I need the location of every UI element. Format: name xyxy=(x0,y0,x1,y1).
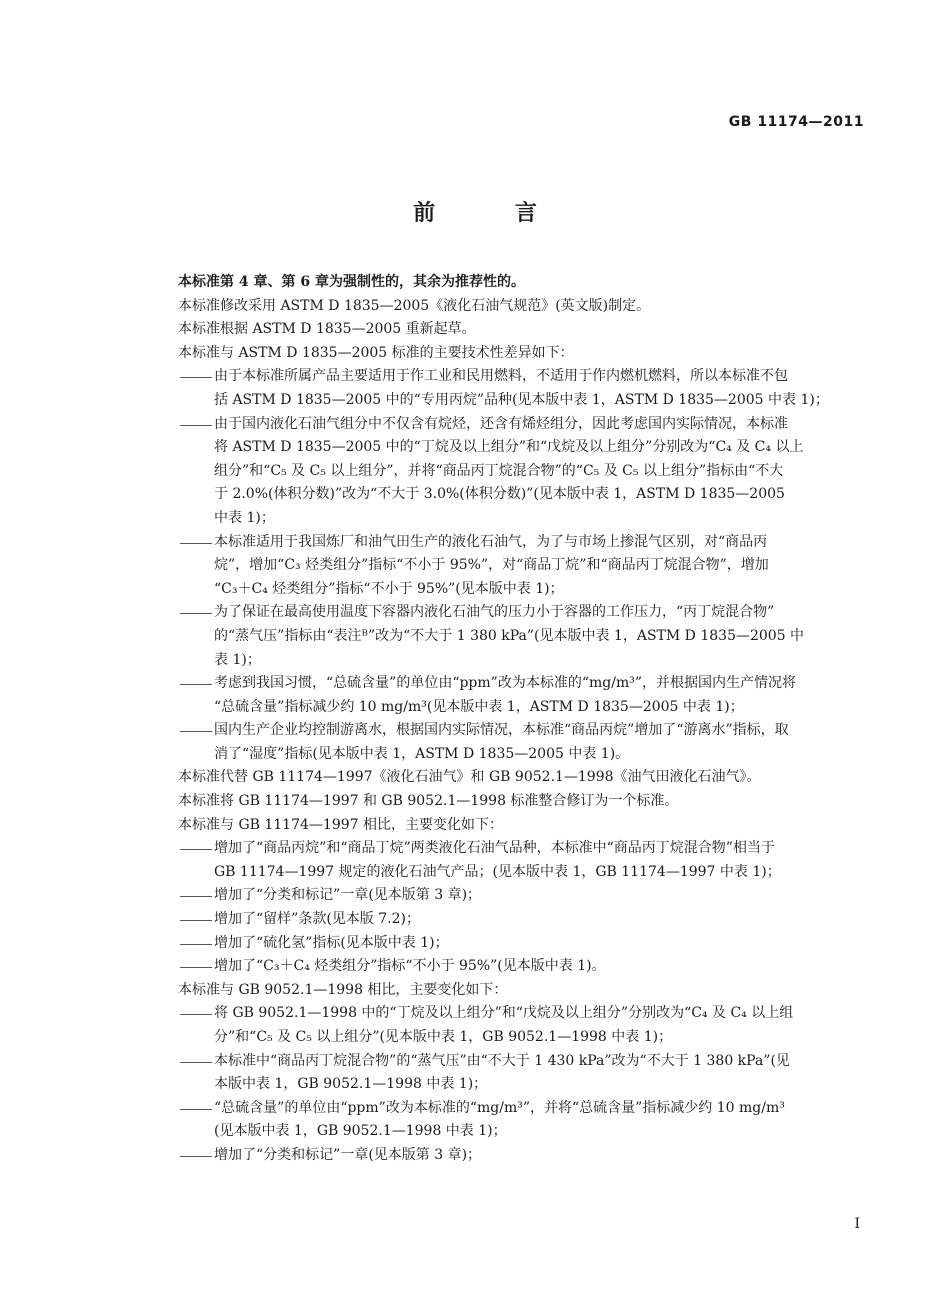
list-item-line: 表 1)； xyxy=(214,651,261,668)
page-title: 前 言 xyxy=(413,201,573,226)
list-item-line: 消了“湿度”指标(见本版中表 1，ASTM D 1835—2005 中表 1)。 xyxy=(214,745,630,762)
page-number: I xyxy=(854,1216,860,1232)
list-item xyxy=(178,531,868,602)
em-dash-bullet xyxy=(178,955,214,979)
list-item-line: 中表 1)； xyxy=(214,509,275,526)
mandatory-statement: 本标准第 4 章、第 6 章为强制性的，其余为推荐性的。 xyxy=(178,274,525,290)
paragraph: 本标准与 GB 9052.1—1998 相比，主要变化如下： xyxy=(178,981,508,998)
list-item-line: 的“蒸气压”指标由“表注ᴮ”改为“不大于 1 380 kPa”(见本版中表 1，ASTM D 1835—2005 中 xyxy=(214,627,805,644)
gb11174-changes-list xyxy=(178,837,868,979)
list-item-line: 将 GB 9052.1—1998 中的“丁烷及以上组分”和“戊烷及以上组分”分别改为“C₄ 及 C₄ 以上组 xyxy=(214,1005,794,1022)
list-item xyxy=(178,672,868,719)
list-item-text xyxy=(214,837,868,884)
list-item-line: 括 ASTM D 1835—2005 中的“专用丙烷”品种(见本版中表 1，ASTM D 1835—2005 中表 1)； xyxy=(214,391,829,408)
list-item-text xyxy=(214,1144,868,1168)
list-item xyxy=(178,955,868,979)
em-dash-bullet xyxy=(178,413,214,437)
list-item-line: 增加了“留样”条款(见本版 7.2)； xyxy=(214,911,420,928)
em-dash-bullet xyxy=(178,601,214,625)
em-dash-bullet xyxy=(178,1144,214,1168)
list-item-text xyxy=(214,932,868,956)
list-item-text xyxy=(214,1050,868,1097)
list-item-text xyxy=(214,908,868,932)
paragraph: 本标准与 ASTM D 1835—2005 标准的主要技术性差异如下： xyxy=(178,344,574,361)
list-item xyxy=(178,932,868,956)
em-dash-bullet xyxy=(178,719,214,743)
paragraph: 本标准修改采用 ASTM D 1835—2005《液化石油气规范》(英文版)制定。 xyxy=(178,297,651,314)
list-item xyxy=(178,1097,868,1144)
list-item-text xyxy=(214,884,868,908)
standard-number: GB 11174—2011 xyxy=(728,114,864,130)
list-item-line: 分”和“C₅ 及 C₅ 以上组分”(见本版中表 1，GB 9052.1—1998 中表 1)； xyxy=(214,1029,673,1045)
paragraph: 本标准根据 ASTM D 1835—2005 重新起草。 xyxy=(178,321,476,338)
list-item xyxy=(178,908,868,932)
list-item-line: “C₃＋C₄ 烃类组分”指标“不小于 95%”(见本版中表 1)； xyxy=(214,580,564,597)
list-item-line: 本标准适用于我国炼厂和油气田生产的液化石油气，为了与市场上掺混气区别，对“商品丙 xyxy=(214,533,768,550)
list-item-line: 增加了“硫化氢”指标(见本版中表 1)； xyxy=(214,934,449,951)
em-dash-bullet xyxy=(178,531,214,555)
list-item xyxy=(178,884,868,908)
list-item-line: 国内生产企业均控制游离水，根据国内实际情况，本标准“商品丙烷”增加了“游离水”指标，取 xyxy=(214,722,789,739)
list-item-line: “总硫含量”的单位由“ppm”改为本标准的“mg/m³”，并将“总硫含量”指标减少约 10 mg/m³ xyxy=(214,1099,785,1116)
list-item-text xyxy=(214,719,868,766)
list-item xyxy=(178,1002,868,1049)
em-dash-bullet xyxy=(178,932,214,956)
list-item-line: 将 ASTM D 1835—2005 中的“丁烷及以上组分”和“戊烷及以上组分”分别改为“C₄ 及 C₄ 以上 xyxy=(214,439,804,456)
list-item-line: 本版中表 1，GB 9052.1—1998 中表 1)； xyxy=(214,1076,488,1093)
list-item-line: 为了保证在最高使用温度下容器内液化石油气的压力小于容器的工作压力，“丙丁烷混合物” xyxy=(214,604,775,621)
list-item-line: 烷”，增加“C₃ 烃类组分”指标“不小于 95%”，对“商品丁烷”和“商品丙丁烷混合物”，增加 xyxy=(214,557,769,574)
em-dash-bullet xyxy=(178,672,214,696)
list-item-text xyxy=(214,672,868,719)
list-item-text xyxy=(214,413,868,531)
list-item-text xyxy=(214,531,868,602)
paragraph: 本标准将 GB 11174—1997 和 GB 9052.1—1998 标准整合修订为一个标准。 xyxy=(178,793,679,810)
list-item xyxy=(178,837,868,884)
list-item xyxy=(178,1050,868,1097)
list-item-line: 由于国内液化石油气组分中不仅含有烷烃，还含有烯烃组分，因此考虑国内实际情况，本标准 xyxy=(214,415,788,432)
list-item xyxy=(178,413,868,531)
em-dash-bullet xyxy=(178,365,214,389)
list-item-line: (见本版中表 1，GB 9052.1—1998 中表 1)； xyxy=(214,1123,507,1140)
list-item-text xyxy=(214,365,868,412)
list-item-line: 由于本标准所属产品主要适用于作工业和民用燃料，不适用于作内燃机燃料，所以本标准不包 xyxy=(214,368,788,385)
list-item xyxy=(178,1144,868,1168)
list-item-text xyxy=(214,1097,868,1144)
gb9052-changes-list xyxy=(178,1002,868,1167)
list-item-line: 于 2.0%(体积分数)”改为“不大于 3.0%(体积分数)”(见本版中表 1，ASTM D 1835—2005 xyxy=(214,486,785,503)
foreword-body xyxy=(178,271,868,1168)
list-item-line: 增加了“商品丙烷”和“商品丁烷”两类液化石油气品种，本标准中“商品丙丁烷混合物”相当于 xyxy=(214,840,775,857)
list-item xyxy=(178,365,868,412)
em-dash-bullet xyxy=(178,1002,214,1026)
list-item-line: 考虑到我国习惯，“总硫含量”的单位由“ppm”改为本标准的“mg/m³”，并根据国内生产情况将 xyxy=(214,675,796,692)
list-item-line: GB 11174—1997 规定的液化石油气产品；(见本版中表 1，GB 11174—1997 中表 1)； xyxy=(214,863,781,880)
em-dash-bullet xyxy=(178,908,214,932)
list-item xyxy=(178,719,868,766)
list-item-line: 增加了“分类和标记”一章(见本版第 3 章)； xyxy=(214,1146,482,1163)
em-dash-bullet xyxy=(178,1050,214,1074)
astm-differences-list xyxy=(178,365,868,766)
list-item xyxy=(178,601,868,672)
list-item-line: 增加了“分类和标记”一章(见本版第 3 章)； xyxy=(214,887,482,904)
list-item-text xyxy=(214,601,868,672)
paragraph: 本标准与 GB 11174—1997 相比，主要变化如下： xyxy=(178,816,503,833)
list-item-text xyxy=(214,1002,868,1049)
em-dash-bullet xyxy=(178,1097,214,1121)
list-item-line: 本标准中“商品丙丁烷混合物”的“蒸气压”由“不大于 1 430 kPa”改为“不大于 1 380 kPa”(见 xyxy=(214,1052,790,1069)
paragraph: 本标准代替 GB 11174—1997《液化石油气》和 GB 9052.1—1998《油气田液化石油气》。 xyxy=(178,769,761,786)
list-item-line: “总硫含量”指标减少约 10 mg/m³(见本版中表 1，ASTM D 1835—2005 中表 1)； xyxy=(214,698,744,715)
list-item-line: 组分”和“C₅ 及 C₅ 以上组分”，并将“商品丙丁烷混合物”的“C₅ 及 C₅ 以上组分”指标由“不大 xyxy=(214,462,784,479)
list-item-line: 增加了“C₃＋C₄ 烃类组分”指标“不小于 95%”(见本版中表 1)。 xyxy=(214,958,606,975)
em-dash-bullet xyxy=(178,837,214,861)
list-item-text xyxy=(214,955,868,979)
em-dash-bullet xyxy=(178,884,214,908)
